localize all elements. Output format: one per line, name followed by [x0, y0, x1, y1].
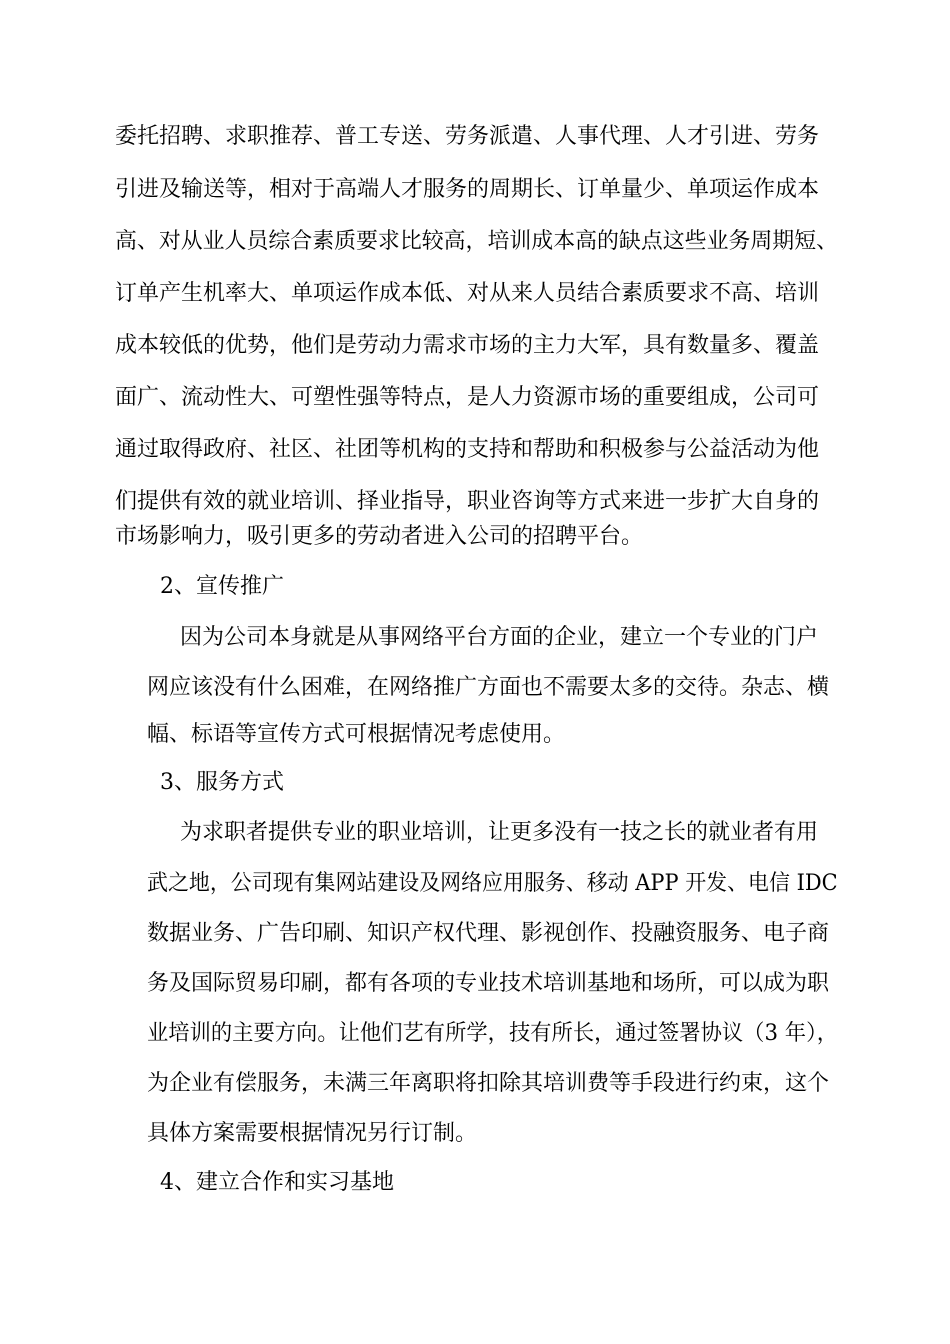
- paragraph-line: 务及国际贸易印刷，都有各项的专业技术培训基地和场所，可以成为职: [147, 971, 830, 996]
- paragraph-line: 武之地，公司现有集网站建设及网络应用服务、移动 APP 开发、电信 IDC: [147, 871, 838, 896]
- paragraph-line: 们提供有效的就业培训、择业指导，职业咨询等方式来进一步扩大自身的: [115, 489, 820, 514]
- paragraph-line: 为企业有偿服务，未满三年离职将扣除其培训费等手段进行约束，这个: [147, 1071, 830, 1096]
- paragraph-line: 因为公司本身就是从事网络平台方面的企业，建立一个专业的门户: [180, 625, 819, 650]
- paragraph-line: 委托招聘、求职推荐、普工专送、劳务派遣、人事代理、人才引进、劳务: [115, 124, 820, 149]
- paragraph-line: 高、对从业人员综合素质要求比较高，培训成本高的缺点这些业务周期短、: [115, 229, 839, 254]
- section-heading: 2、宣传推广: [160, 574, 284, 599]
- paragraph-line: 市场影响力，吸引更多的劳动者进入公司的招聘平台。: [115, 524, 644, 549]
- paragraph-line: 引进及输送等，相对于高端人才服务的周期长、订单量少、单项运作成本: [115, 177, 820, 202]
- paragraph-line: 为求职者提供专业的职业培训，让更多没有一技之长的就业者有用: [180, 820, 819, 845]
- paragraph-line: 订单产生机率大、单项运作成本低、对从来人员结合素质要求不高、培训: [115, 281, 820, 306]
- paragraph-line: 业培训的主要方向。让他们艺有所学，技有所长，通过签署协议（3 年），: [147, 1021, 839, 1046]
- paragraph-line: 具体方案需要根据情况另行订制。: [147, 1121, 478, 1146]
- paragraph-line: 数据业务、广告印刷、知识产权代理、影视创作、投融资服务、电子商: [147, 921, 830, 946]
- paragraph-line: 成本较低的优势，他们是劳动力需求市场的主力大军，具有数量多、覆盖: [115, 333, 820, 358]
- paragraph-line: 面广、流动性大、可塑性强等特点，是人力资源市场的重要组成，公司可: [115, 385, 820, 410]
- section-heading: 4、建立合作和实习基地: [160, 1170, 394, 1195]
- paragraph-line: 幅、标语等宣传方式可根据情况考虑使用。: [147, 722, 566, 747]
- paragraph-line: 网应该没有什么困难，在网络推广方面也不需要太多的交待。杂志、横: [147, 675, 830, 700]
- paragraph-line: 通过取得政府、社区、社团等机构的支持和帮助和积极参与公益活动为他: [115, 437, 820, 462]
- section-heading: 3、服务方式: [160, 770, 284, 795]
